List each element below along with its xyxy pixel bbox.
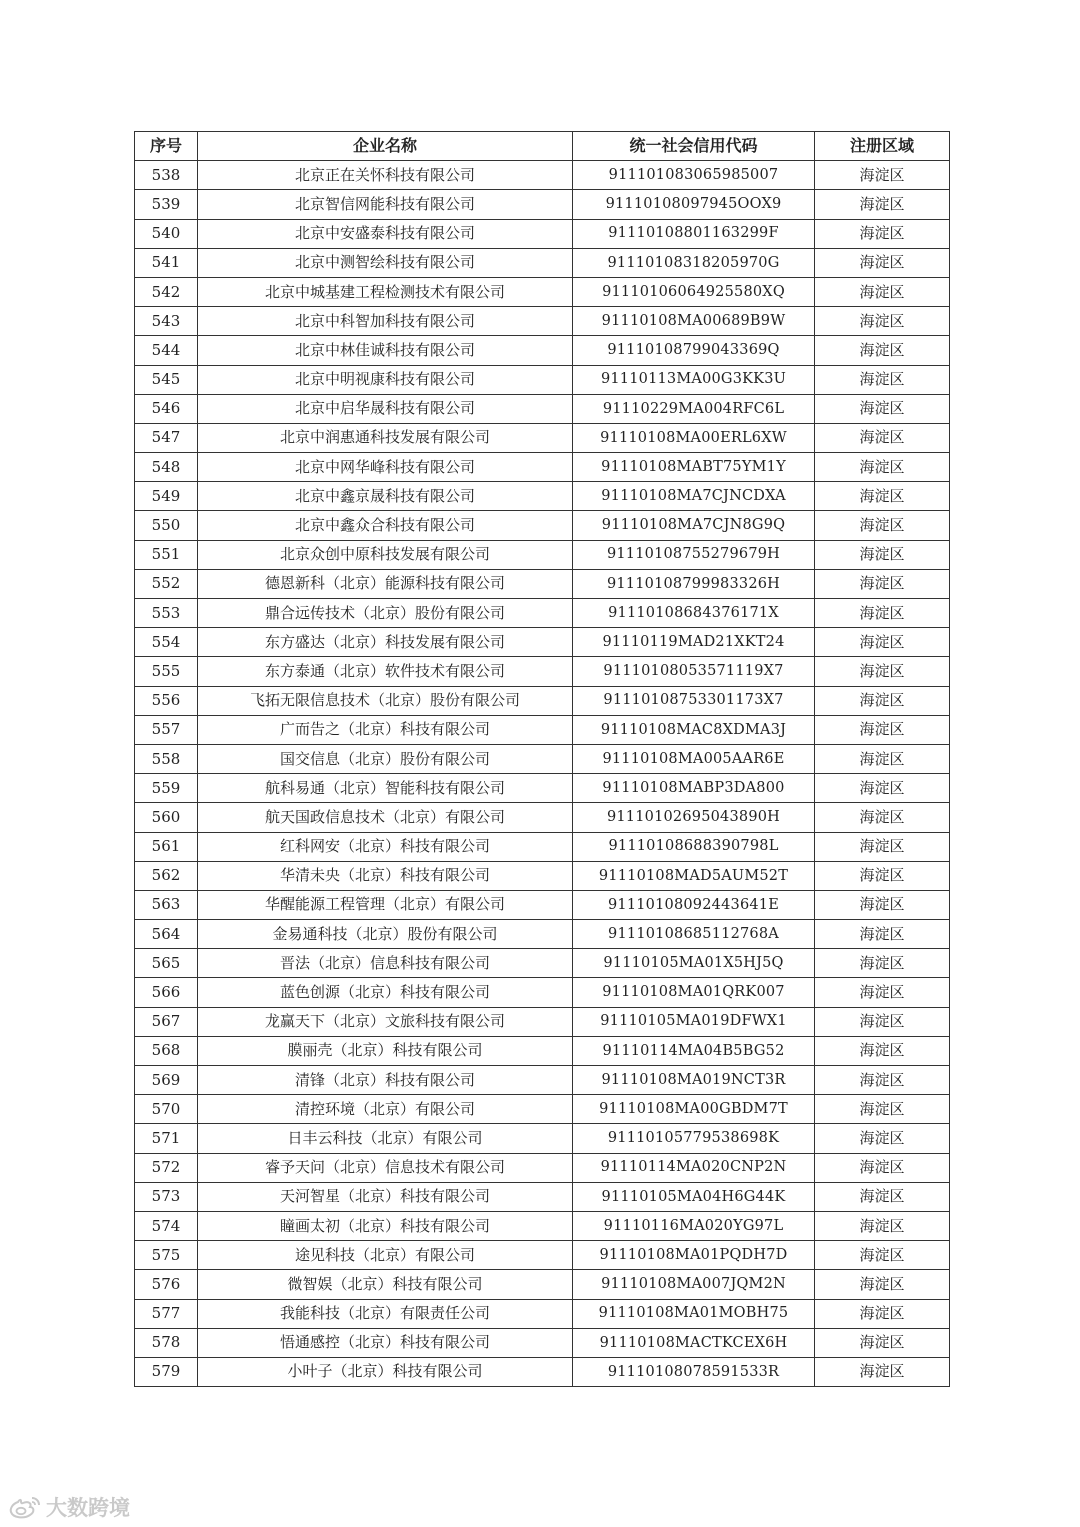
row-index: 567 <box>135 1007 198 1036</box>
table-row <box>135 744 950 773</box>
table-body <box>135 161 950 1387</box>
company-name: 东方泰通（北京）软件技术有限公司 <box>198 657 573 686</box>
credit-code: 91110108092443641E <box>573 890 815 919</box>
row-index: 544 <box>135 336 198 365</box>
table-row <box>135 774 950 803</box>
district: 海淀区 <box>815 803 950 832</box>
company-name: 北京中润惠通科技发展有限公司 <box>198 423 573 452</box>
table-row <box>135 511 950 540</box>
company-name: 国交信息（北京）股份有限公司 <box>198 744 573 773</box>
credit-code: 91110108MA007JQM2N <box>573 1270 815 1299</box>
company-name: 膜丽壳（北京）科技有限公司 <box>198 1036 573 1065</box>
company-name: 北京中城基建工程检测技术有限公司 <box>198 277 573 306</box>
district: 海淀区 <box>815 336 950 365</box>
row-index: 573 <box>135 1182 198 1211</box>
district: 海淀区 <box>815 657 950 686</box>
district: 海淀区 <box>815 248 950 277</box>
header-index: 序号 <box>135 132 198 161</box>
district: 海淀区 <box>815 1066 950 1095</box>
district: 海淀区 <box>815 920 950 949</box>
row-index: 579 <box>135 1357 198 1386</box>
credit-code: 91110229MA004RFC6L <box>573 394 815 423</box>
credit-code: 91110108MA01QRK007 <box>573 978 815 1007</box>
row-index: 554 <box>135 628 198 657</box>
credit-code: 91110108MA7CJN8G9Q <box>573 511 815 540</box>
company-name: 我能科技（北京）有限责任公司 <box>198 1299 573 1328</box>
row-index: 555 <box>135 657 198 686</box>
company-name: 晋法（北京）信息科技有限公司 <box>198 949 573 978</box>
company-name: 清锋（北京）科技有限公司 <box>198 1066 573 1095</box>
table-row <box>135 861 950 890</box>
row-index: 553 <box>135 599 198 628</box>
district: 海淀区 <box>815 861 950 890</box>
table-row <box>135 248 950 277</box>
credit-code: 91110108MABP3DA800 <box>573 774 815 803</box>
table-row <box>135 949 950 978</box>
company-name: 鼎合远传技术（北京）股份有限公司 <box>198 599 573 628</box>
district: 海淀区 <box>815 482 950 511</box>
company-name: 瞳画太初（北京）科技有限公司 <box>198 1211 573 1240</box>
header-credit-code: 统一社会信用代码 <box>573 132 815 161</box>
credit-code: 91110113MA00G3KK3U <box>573 365 815 394</box>
credit-code: 91110108688390798L <box>573 832 815 861</box>
credit-code: 91110108799983326H <box>573 569 815 598</box>
company-name: 广而告之（北京）科技有限公司 <box>198 715 573 744</box>
company-name: 北京中测智绘科技有限公司 <box>198 248 573 277</box>
weibo-logo-icon <box>8 1494 42 1520</box>
row-index: 540 <box>135 219 198 248</box>
row-index: 539 <box>135 190 198 219</box>
table-header-row <box>135 132 950 161</box>
table-row <box>135 1299 950 1328</box>
row-index: 578 <box>135 1328 198 1357</box>
row-index: 552 <box>135 569 198 598</box>
credit-code: 91110108MA00689B9W <box>573 307 815 336</box>
district: 海淀区 <box>815 307 950 336</box>
row-index: 548 <box>135 453 198 482</box>
table-row <box>135 686 950 715</box>
table-row <box>135 1095 950 1124</box>
credit-code: 91110105779538698K <box>573 1124 815 1153</box>
row-index: 556 <box>135 686 198 715</box>
table-row <box>135 1328 950 1357</box>
credit-code: 91110114MA020CNP2N <box>573 1153 815 1182</box>
company-name: 蓝色创源（北京）科技有限公司 <box>198 978 573 1007</box>
company-name: 微智娱（北京）科技有限公司 <box>198 1270 573 1299</box>
district: 海淀区 <box>815 1095 950 1124</box>
credit-code: 91110108MAD5AUM52T <box>573 861 815 890</box>
district: 海淀区 <box>815 774 950 803</box>
credit-code: 91110108078591533R <box>573 1357 815 1386</box>
company-name: 龙赢天下（北京）文旅科技有限公司 <box>198 1007 573 1036</box>
table-row <box>135 394 950 423</box>
row-index: 569 <box>135 1066 198 1095</box>
table-row <box>135 1007 950 1036</box>
credit-code: 91110105MA04H6G44K <box>573 1182 815 1211</box>
company-name: 航科易通（北京）智能科技有限公司 <box>198 774 573 803</box>
row-index: 568 <box>135 1036 198 1065</box>
credit-code: 91110108MA00GBDM7T <box>573 1095 815 1124</box>
row-index: 558 <box>135 744 198 773</box>
credit-code: 91110106064925580XQ <box>573 277 815 306</box>
table-row <box>135 336 950 365</box>
district: 海淀区 <box>815 423 950 452</box>
company-name: 北京中鑫众合科技有限公司 <box>198 511 573 540</box>
credit-code: 91110108799043369Q <box>573 336 815 365</box>
credit-code: 91110108MACTKCEX6H <box>573 1328 815 1357</box>
company-name: 清控环境（北京）有限公司 <box>198 1095 573 1124</box>
district: 海淀区 <box>815 365 950 394</box>
credit-code: 91110108MA01MOBH75 <box>573 1299 815 1328</box>
enterprise-table <box>134 131 950 1387</box>
company-name: 北京中林佳诚科技有限公司 <box>198 336 573 365</box>
row-index: 566 <box>135 978 198 1007</box>
row-index: 543 <box>135 307 198 336</box>
district: 海淀区 <box>815 832 950 861</box>
credit-code: 91110108097945OOX9 <box>573 190 815 219</box>
company-name: 北京正在关怀科技有限公司 <box>198 161 573 190</box>
district: 海淀区 <box>815 890 950 919</box>
company-name: 睿予天问（北京）信息技术有限公司 <box>198 1153 573 1182</box>
district: 海淀区 <box>815 1357 950 1386</box>
company-name: 华清未央（北京）科技有限公司 <box>198 861 573 890</box>
district: 海淀区 <box>815 978 950 1007</box>
row-index: 564 <box>135 920 198 949</box>
credit-code: 91110108053571119X7 <box>573 657 815 686</box>
table-row <box>135 190 950 219</box>
credit-code: 91110116MA020YG97L <box>573 1211 815 1240</box>
company-name: 途见科技（北京）有限公司 <box>198 1241 573 1270</box>
credit-code: 91110108MAC8XDMA3J <box>573 715 815 744</box>
district: 海淀区 <box>815 1182 950 1211</box>
district: 海淀区 <box>815 949 950 978</box>
table-row <box>135 1270 950 1299</box>
district: 海淀区 <box>815 161 950 190</box>
row-index: 551 <box>135 540 198 569</box>
table-row <box>135 920 950 949</box>
company-name: 金易通科技（北京）股份有限公司 <box>198 920 573 949</box>
table-row <box>135 219 950 248</box>
table-row <box>135 1153 950 1182</box>
table-row <box>135 277 950 306</box>
table-row <box>135 832 950 861</box>
district: 海淀区 <box>815 540 950 569</box>
company-name: 小叶子（北京）科技有限公司 <box>198 1357 573 1386</box>
row-index: 550 <box>135 511 198 540</box>
row-index: 542 <box>135 277 198 306</box>
row-index: 549 <box>135 482 198 511</box>
credit-code: 91110108753301173X7 <box>573 686 815 715</box>
row-index: 574 <box>135 1211 198 1240</box>
row-index: 563 <box>135 890 198 919</box>
table-row <box>135 1036 950 1065</box>
company-name: 北京中安盛泰科技有限公司 <box>198 219 573 248</box>
company-name: 华醒能源工程管理（北京）有限公司 <box>198 890 573 919</box>
table-row <box>135 599 950 628</box>
table-row <box>135 715 950 744</box>
table-row <box>135 1241 950 1270</box>
company-name: 北京中启华晟科技有限公司 <box>198 394 573 423</box>
credit-code: 91110108MA01PQDH7D <box>573 1241 815 1270</box>
district: 海淀区 <box>815 599 950 628</box>
row-index: 546 <box>135 394 198 423</box>
row-index: 570 <box>135 1095 198 1124</box>
company-name: 德恩新科（北京）能源科技有限公司 <box>198 569 573 598</box>
row-index: 545 <box>135 365 198 394</box>
table-row <box>135 1357 950 1386</box>
table-row <box>135 540 950 569</box>
row-index: 557 <box>135 715 198 744</box>
district: 海淀区 <box>815 1270 950 1299</box>
district: 海淀区 <box>815 1153 950 1182</box>
table-row <box>135 978 950 1007</box>
credit-code: 91110108MA7CJNCDXA <box>573 482 815 511</box>
header-district: 注册区域 <box>815 132 950 161</box>
credit-code: 91110102695043890H <box>573 803 815 832</box>
table-row <box>135 1182 950 1211</box>
table-row <box>135 569 950 598</box>
row-index: 571 <box>135 1124 198 1153</box>
table-row <box>135 803 950 832</box>
district: 海淀区 <box>815 686 950 715</box>
company-name: 天河智星（北京）科技有限公司 <box>198 1182 573 1211</box>
row-index: 561 <box>135 832 198 861</box>
watermark <box>8 1492 130 1522</box>
company-name: 飞拓无限信息技术（北京）股份有限公司 <box>198 686 573 715</box>
table-row <box>135 657 950 686</box>
district: 海淀区 <box>815 1328 950 1357</box>
table-row <box>135 482 950 511</box>
table-row <box>135 161 950 190</box>
district: 海淀区 <box>815 569 950 598</box>
credit-code: 91110108MA00ERL6XW <box>573 423 815 452</box>
district: 海淀区 <box>815 1211 950 1240</box>
watermark-text: 大数跨境 <box>46 1496 130 1520</box>
table-row <box>135 628 950 657</box>
table-row <box>135 1124 950 1153</box>
row-index: 547 <box>135 423 198 452</box>
district: 海淀区 <box>815 511 950 540</box>
district: 海淀区 <box>815 1299 950 1328</box>
credit-code: 91110105MA019DFWX1 <box>573 1007 815 1036</box>
row-index: 575 <box>135 1241 198 1270</box>
district: 海淀区 <box>815 394 950 423</box>
credit-code: 91110108318205970G <box>573 248 815 277</box>
district: 海淀区 <box>815 628 950 657</box>
table-row <box>135 1066 950 1095</box>
company-name: 北京智信网能科技有限公司 <box>198 190 573 219</box>
credit-code: 91110108755279679H <box>573 540 815 569</box>
row-index: 565 <box>135 949 198 978</box>
company-name: 航天国政信息技术（北京）有限公司 <box>198 803 573 832</box>
header-company-name: 企业名称 <box>198 132 573 161</box>
credit-code: 91110108801163299F <box>573 219 815 248</box>
company-name: 悟通感控（北京）科技有限公司 <box>198 1328 573 1357</box>
company-name: 北京众创中原科技发展有限公司 <box>198 540 573 569</box>
district: 海淀区 <box>815 1241 950 1270</box>
row-index: 576 <box>135 1270 198 1299</box>
district: 海淀区 <box>815 190 950 219</box>
company-name: 北京中明视康科技有限公司 <box>198 365 573 394</box>
credit-code: 911101083065985007 <box>573 161 815 190</box>
credit-code: 91110108MABT75YM1Y <box>573 453 815 482</box>
credit-code: 91110108MA005AAR6E <box>573 744 815 773</box>
credit-code: 91110108685112768A <box>573 920 815 949</box>
credit-code: 91110108684376171X <box>573 599 815 628</box>
district: 海淀区 <box>815 715 950 744</box>
district: 海淀区 <box>815 219 950 248</box>
table-row <box>135 890 950 919</box>
district: 海淀区 <box>815 1124 950 1153</box>
district: 海淀区 <box>815 1036 950 1065</box>
credit-code: 91110108MA019NCT3R <box>573 1066 815 1095</box>
district: 海淀区 <box>815 453 950 482</box>
row-index: 538 <box>135 161 198 190</box>
row-index: 560 <box>135 803 198 832</box>
district: 海淀区 <box>815 744 950 773</box>
district: 海淀区 <box>815 277 950 306</box>
company-name: 红科网安（北京）科技有限公司 <box>198 832 573 861</box>
credit-code: 91110119MAD21XKT24 <box>573 628 815 657</box>
company-name: 东方盛达（北京）科技发展有限公司 <box>198 628 573 657</box>
row-index: 577 <box>135 1299 198 1328</box>
table-row <box>135 423 950 452</box>
row-index: 541 <box>135 248 198 277</box>
table-row <box>135 365 950 394</box>
company-name: 日丰云科技（北京）有限公司 <box>198 1124 573 1153</box>
company-name: 北京中科智加科技有限公司 <box>198 307 573 336</box>
company-name: 北京中鑫京晟科技有限公司 <box>198 482 573 511</box>
row-index: 562 <box>135 861 198 890</box>
company-name: 北京中网华峰科技有限公司 <box>198 453 573 482</box>
district: 海淀区 <box>815 1007 950 1036</box>
credit-code: 91110105MA01X5HJ5Q <box>573 949 815 978</box>
credit-code: 91110114MA04B5BG52 <box>573 1036 815 1065</box>
row-index: 572 <box>135 1153 198 1182</box>
table-row <box>135 307 950 336</box>
row-index: 559 <box>135 774 198 803</box>
table-row <box>135 453 950 482</box>
table-row <box>135 1211 950 1240</box>
